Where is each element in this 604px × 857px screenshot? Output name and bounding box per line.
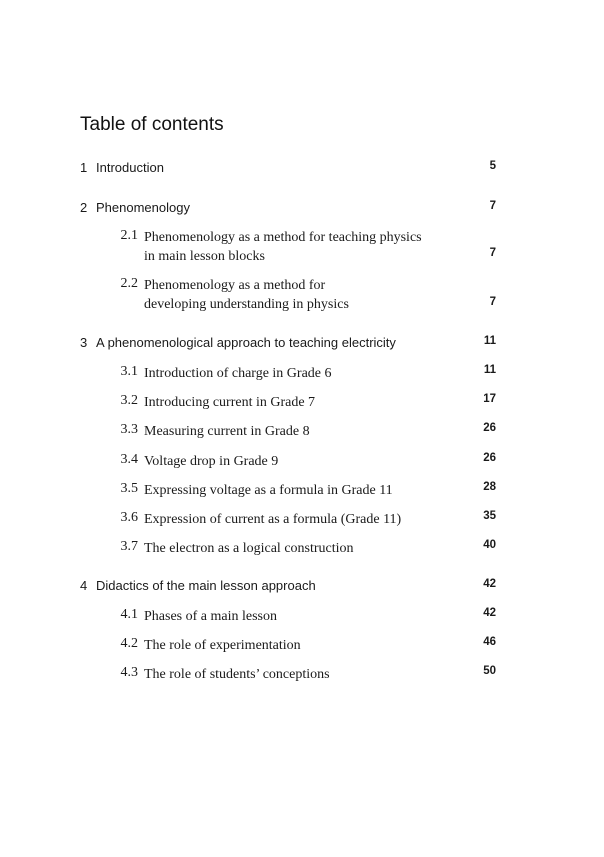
- section-title: [144, 276, 464, 314]
- section-number: 3.7: [120, 539, 138, 554]
- section-title: Voltage drop in Grade 9: [144, 454, 279, 469]
- chapter-number: 3: [80, 335, 88, 350]
- section-number: 3.6: [120, 510, 138, 525]
- section-title: The electron as a logical construction: [144, 541, 354, 556]
- section-title: Measuring current in Grade 8: [144, 424, 310, 439]
- section-title-line-2: developing understanding in physics: [144, 297, 349, 312]
- page-number: 40: [483, 539, 496, 551]
- toc-title: Table of contents: [80, 114, 224, 135]
- chapter-title: Phenomenology: [96, 200, 190, 215]
- chapter-title: Introduction: [96, 160, 164, 175]
- page-number: 5: [489, 160, 496, 172]
- section-title: The role of students’ conceptions: [144, 667, 330, 682]
- page-number: 26: [483, 422, 496, 434]
- page-number: 35: [483, 510, 496, 522]
- page-number: 7: [489, 247, 496, 259]
- section-number: 3.4: [120, 452, 138, 467]
- page-number: 46: [483, 636, 496, 648]
- section-title: Expressing voltage as a formula in Grade 11: [144, 483, 393, 498]
- section-title: [144, 228, 464, 266]
- page-number: 7: [489, 200, 496, 212]
- page-number: 42: [483, 607, 496, 619]
- section-number: 3.5: [120, 481, 138, 496]
- section-title-line-2: in main lesson blocks: [144, 249, 265, 264]
- section-number: 3.2: [120, 393, 138, 408]
- page-number: 11: [483, 364, 496, 376]
- section-title: Introduction of charge in Grade 6: [144, 366, 332, 381]
- section-number: 4.2: [120, 636, 138, 651]
- section-title: Phases of a main lesson: [144, 609, 277, 624]
- page-number: 42: [483, 578, 496, 590]
- page-number: 7: [489, 296, 496, 308]
- chapter-number: 4: [80, 578, 88, 593]
- section-number: 3.3: [120, 422, 138, 437]
- page-number: 17: [483, 393, 496, 405]
- section-title-line-1: Phenomenology as a method for: [144, 278, 326, 293]
- section-number: 2.1: [120, 228, 138, 243]
- section-title: Expression of current as a formula (Grade 11): [144, 512, 402, 527]
- section-number: 3.1: [120, 364, 138, 379]
- page-number: 50: [483, 665, 496, 677]
- chapter-number: 2: [80, 200, 88, 215]
- chapter-title: A phenomenological approach to teaching electricity: [96, 335, 396, 350]
- section-title: The role of experimentation: [144, 638, 301, 653]
- section-title-line-1: Phenomenology as a method for teaching physics: [144, 230, 422, 245]
- chapter-title: Didactics of the main lesson approach: [96, 578, 316, 593]
- page-number: 28: [483, 481, 496, 493]
- section-number: 4.1: [120, 607, 138, 622]
- section-number: 2.2: [120, 276, 138, 291]
- page-number: 26: [483, 452, 496, 464]
- section-number: 4.3: [120, 665, 138, 680]
- page-number: 11: [483, 335, 496, 347]
- section-title: Introducing current in Grade 7: [144, 395, 316, 410]
- chapter-number: 1: [80, 160, 88, 175]
